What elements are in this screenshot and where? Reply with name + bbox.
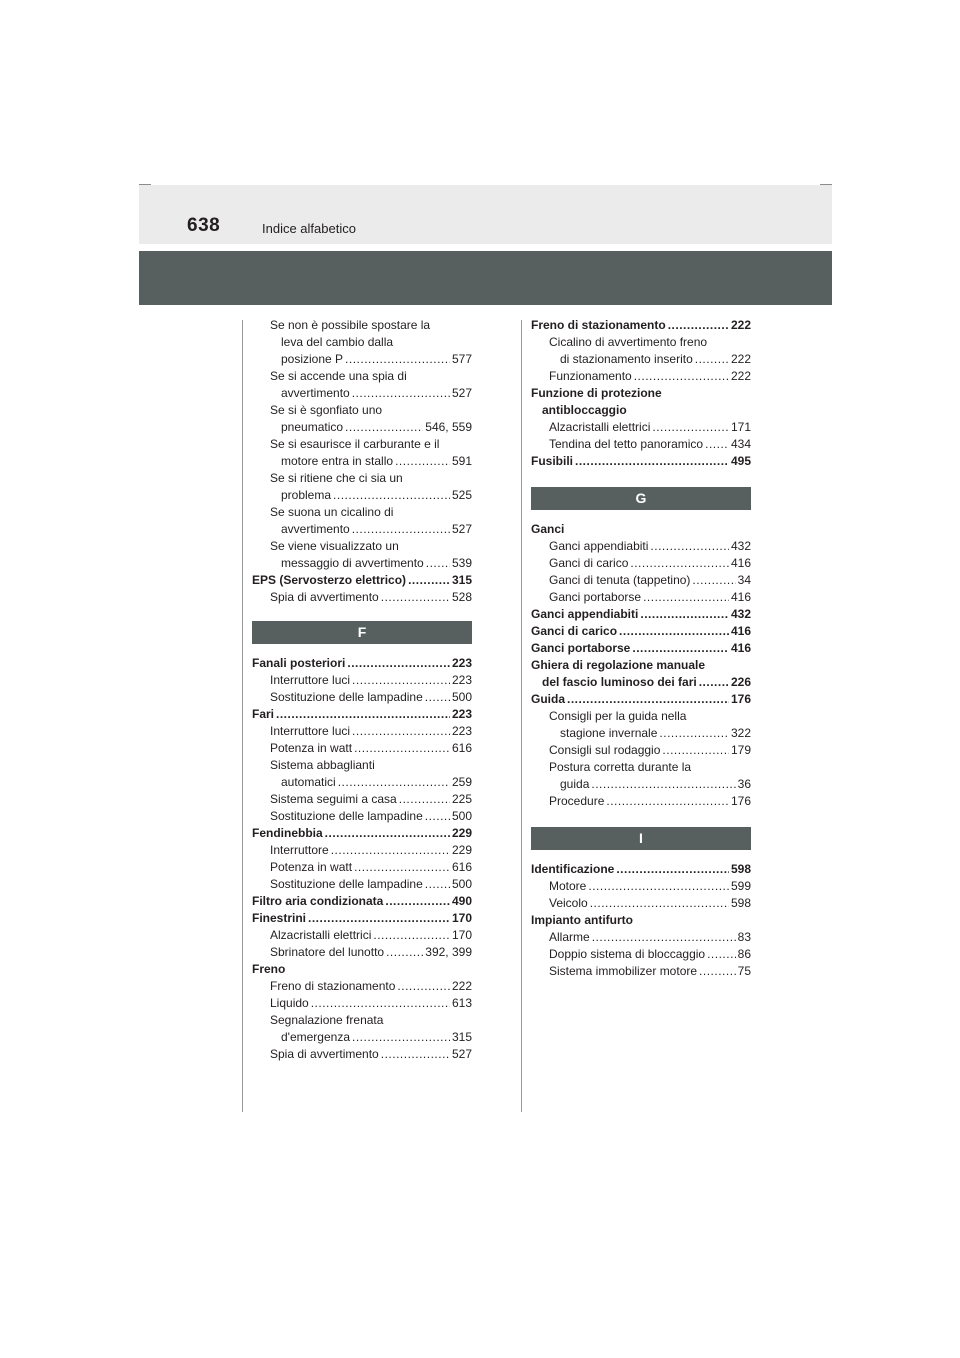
index-entry-page: 83 bbox=[737, 930, 751, 944]
leader-dots bbox=[397, 978, 450, 995]
index-entry bbox=[252, 317, 472, 334]
index-entry-text: EPS (Servosterzo elettrico) bbox=[252, 573, 407, 587]
index-entry-text: Guida bbox=[531, 692, 566, 706]
index-entry bbox=[252, 842, 472, 859]
index-entry-page: 525 bbox=[451, 488, 472, 502]
index-entry-page: 222 bbox=[730, 318, 751, 332]
index-entry-text: Identificazione bbox=[531, 862, 615, 876]
index-entry-text: Interruttore luci bbox=[270, 724, 351, 738]
index-entry-page: 222 bbox=[451, 979, 472, 993]
index-entry bbox=[252, 334, 472, 351]
section-title: Indice alfabetico bbox=[262, 221, 356, 236]
index-entry-text: avvertimento bbox=[281, 522, 350, 536]
index-entry-page: 416 bbox=[730, 590, 751, 604]
index-entry-text: Doppio sistema di bloccaggio bbox=[549, 947, 706, 961]
index-entry bbox=[252, 893, 472, 910]
index-entry-page: 75 bbox=[737, 964, 751, 978]
leader-dots bbox=[425, 876, 450, 893]
index-entry-page: 179 bbox=[730, 743, 751, 757]
index-entry bbox=[252, 1012, 472, 1029]
leader-dots bbox=[634, 368, 729, 385]
index-entry-page: 225 bbox=[451, 792, 472, 806]
index-entry bbox=[531, 572, 751, 589]
index-entry-text: Impianto antifurto bbox=[531, 913, 633, 927]
index-entry-page: 598 bbox=[730, 896, 751, 910]
index-block bbox=[531, 317, 751, 470]
index-entry bbox=[252, 774, 472, 791]
index-entry-text: Consigli per la guida nella bbox=[549, 709, 687, 723]
index-block bbox=[531, 521, 751, 810]
leader-dots bbox=[347, 655, 450, 672]
index-entry bbox=[252, 910, 472, 927]
index-entry bbox=[252, 944, 472, 961]
index-entry-text: Procedure bbox=[549, 794, 605, 808]
index-entry bbox=[531, 623, 751, 640]
index-entry bbox=[252, 368, 472, 385]
leader-dots bbox=[575, 453, 729, 470]
index-entry-page: 577 bbox=[451, 352, 472, 366]
leader-dots bbox=[381, 1046, 450, 1063]
leader-dots bbox=[381, 589, 450, 606]
index-entry bbox=[252, 825, 472, 842]
index-entry bbox=[531, 351, 751, 368]
index-block bbox=[252, 655, 472, 1063]
index-entry bbox=[531, 742, 751, 759]
index-entry-text: Ganci di carico bbox=[549, 556, 629, 570]
index-entry-text: Ganci appendiabiti bbox=[531, 607, 639, 621]
index-entry-text: messaggio di avvertimento bbox=[281, 556, 424, 570]
index-entry-page: 229 bbox=[451, 843, 472, 857]
index-entry bbox=[531, 538, 751, 555]
index-entry bbox=[252, 961, 472, 978]
index-entry-text: Motore bbox=[549, 879, 587, 893]
leader-dots bbox=[354, 859, 450, 876]
index-entry-text: Ghiera di regolazione manuale bbox=[531, 658, 706, 672]
index-entry-text: Se si accende una spia di bbox=[270, 369, 407, 383]
leader-dots bbox=[699, 963, 736, 980]
index-entry-text: Alzacristalli elettrici bbox=[270, 928, 372, 942]
index-entry bbox=[252, 689, 472, 706]
index-entry-page: 616 bbox=[451, 741, 472, 755]
index-entry-text: Freno di stazionamento bbox=[531, 318, 666, 332]
index-entry bbox=[531, 606, 751, 623]
leader-dots bbox=[426, 555, 450, 572]
index-entry-page: 229 bbox=[451, 826, 472, 840]
index-entry bbox=[531, 674, 751, 691]
index-entry bbox=[252, 555, 472, 572]
index-entry-text: Funzione di protezione bbox=[531, 386, 662, 400]
index-entry bbox=[252, 521, 472, 538]
index-entry-page: 416 bbox=[730, 624, 751, 638]
index-entry-text: d'emergenza bbox=[281, 1030, 350, 1044]
index-entry bbox=[252, 927, 472, 944]
leader-dots bbox=[333, 487, 450, 504]
leader-dots bbox=[338, 774, 450, 791]
index-entry bbox=[252, 808, 472, 825]
index-entry bbox=[531, 589, 751, 606]
index-entry-text: Filtro aria condizionata bbox=[252, 894, 384, 908]
corner-tick-right bbox=[820, 184, 832, 185]
index-entry-page: 223 bbox=[451, 673, 472, 687]
index-entry-text: Veicolo bbox=[549, 896, 588, 910]
index-column-left bbox=[252, 317, 472, 1063]
index-block bbox=[531, 861, 751, 980]
leader-dots bbox=[590, 895, 729, 912]
leader-dots bbox=[386, 944, 423, 961]
leader-dots bbox=[345, 351, 450, 368]
index-entry bbox=[252, 419, 472, 436]
index-block bbox=[252, 317, 472, 606]
index-entry-page: 34 bbox=[737, 573, 751, 587]
index-entry bbox=[531, 708, 751, 725]
index-entry-text: Freno di stazionamento bbox=[270, 979, 396, 993]
index-entry-text: Postura corretta durante la bbox=[549, 760, 692, 774]
leader-dots bbox=[325, 825, 450, 842]
letter-heading-g: G bbox=[531, 487, 751, 510]
index-entry bbox=[252, 859, 472, 876]
index-entry bbox=[252, 385, 472, 402]
header-band bbox=[139, 185, 832, 244]
index-entry-page: 322 bbox=[730, 726, 751, 740]
index-entry bbox=[252, 589, 472, 606]
index-entry-text: Sbrinatore del lunotto bbox=[270, 945, 385, 959]
index-entry bbox=[252, 436, 472, 453]
index-entry bbox=[531, 436, 751, 453]
index-entry-text: avvertimento bbox=[281, 386, 350, 400]
index-entry-page: 226 bbox=[730, 675, 751, 689]
index-entry-page: 171 bbox=[730, 420, 751, 434]
index-entry-text: Interruttore bbox=[270, 843, 329, 857]
index-entry-page: 598 bbox=[730, 862, 751, 876]
index-entry-page: 432 bbox=[730, 539, 751, 553]
index-entry bbox=[531, 402, 751, 419]
index-entry bbox=[531, 521, 751, 538]
leader-dots bbox=[668, 317, 729, 334]
index-entry bbox=[531, 691, 751, 708]
index-entry-text: Se si ritiene che ci sia un bbox=[270, 471, 403, 485]
index-entry-text: Sistema immobilizer motore bbox=[549, 964, 698, 978]
index-entry-page: 222 bbox=[730, 352, 751, 366]
index-entry-page: 222 bbox=[730, 369, 751, 383]
leader-dots bbox=[659, 725, 729, 742]
index-entry-text: Interruttore luci bbox=[270, 673, 351, 687]
index-entry-page: 546, 559 bbox=[425, 420, 472, 434]
leader-dots bbox=[652, 419, 729, 436]
leader-dots bbox=[606, 793, 729, 810]
index-column-right bbox=[531, 317, 751, 980]
letter-heading-f: F bbox=[252, 621, 472, 644]
leader-dots bbox=[399, 791, 450, 808]
leader-dots bbox=[616, 861, 729, 878]
index-entry bbox=[531, 368, 751, 385]
index-entry bbox=[252, 470, 472, 487]
index-entry-text: Spia di avvertimento bbox=[270, 590, 379, 604]
index-entry bbox=[531, 878, 751, 895]
leader-dots bbox=[630, 555, 729, 572]
index-entry bbox=[531, 453, 751, 470]
index-entry bbox=[252, 572, 472, 589]
index-entry-text: pneumatico bbox=[281, 420, 344, 434]
index-entry-page: 432 bbox=[730, 607, 751, 621]
index-entry-page: 315 bbox=[451, 573, 472, 587]
leader-dots bbox=[592, 929, 736, 946]
leader-dots bbox=[699, 674, 729, 691]
leader-dots bbox=[640, 606, 729, 623]
index-entry-page: 315 bbox=[451, 1030, 472, 1044]
page-number: 638 bbox=[187, 215, 221, 236]
index-entry-page: 86 bbox=[737, 947, 751, 961]
leader-dots bbox=[662, 742, 729, 759]
index-entry-text: Sostituzione delle lampadine bbox=[270, 877, 423, 891]
index-entry bbox=[252, 538, 472, 555]
index-entry-page: 500 bbox=[451, 809, 472, 823]
index-entry bbox=[252, 706, 472, 723]
index-entry-text: Potenza in watt bbox=[270, 741, 353, 755]
index-entry-page: 527 bbox=[451, 1047, 472, 1061]
index-entry-text: Cicalino di avvertimento freno bbox=[549, 335, 708, 349]
index-entry bbox=[531, 657, 751, 674]
leader-dots bbox=[395, 453, 450, 470]
index-entry-page: 223 bbox=[451, 707, 472, 721]
index-entry bbox=[531, 861, 751, 878]
index-entry bbox=[531, 759, 751, 776]
index-entry-text: Ganci portaborse bbox=[549, 590, 642, 604]
index-entry bbox=[531, 334, 751, 351]
index-entry-page: 176 bbox=[730, 794, 751, 808]
leader-dots bbox=[276, 706, 450, 723]
index-entry bbox=[531, 555, 751, 572]
column-rule-left bbox=[242, 320, 243, 1112]
index-entry bbox=[252, 757, 472, 774]
index-entry-page: 170 bbox=[451, 928, 472, 942]
column-rule-right bbox=[521, 320, 522, 1112]
leader-dots bbox=[385, 893, 450, 910]
leader-dots bbox=[352, 723, 450, 740]
index-entry-text: di stazionamento inserito bbox=[560, 352, 693, 366]
index-entry-page: 259 bbox=[451, 775, 472, 789]
index-entry-text: Spia di avvertimento bbox=[270, 1047, 379, 1061]
index-entry-text: Sostituzione delle lampadine bbox=[270, 690, 423, 704]
index-entry-page: 616 bbox=[451, 860, 472, 874]
index-entry-text: automatici bbox=[281, 775, 336, 789]
leader-dots bbox=[345, 419, 423, 436]
index-entry bbox=[531, 640, 751, 657]
index-entry bbox=[531, 963, 751, 980]
index-entry-text: Sistema seguimi a casa bbox=[270, 792, 397, 806]
index-entry-page: 434 bbox=[730, 437, 751, 451]
index-entry-page: 176 bbox=[730, 692, 751, 706]
letter-heading-i: I bbox=[531, 827, 751, 850]
index-entry bbox=[531, 725, 751, 742]
index-entry-text: Se si è sgonfiato uno bbox=[270, 403, 383, 417]
index-entry-text: Tendina del tetto panoramico bbox=[549, 437, 704, 451]
index-entry-text: Fari bbox=[252, 707, 275, 721]
index-entry bbox=[252, 453, 472, 470]
leader-dots bbox=[408, 572, 450, 589]
leader-dots bbox=[352, 385, 450, 402]
index-entry-page: 223 bbox=[451, 724, 472, 738]
index-entry bbox=[531, 317, 751, 334]
leader-dots bbox=[311, 995, 450, 1012]
index-entry-text: Se non è possibile spostare la bbox=[270, 318, 431, 332]
index-entry bbox=[531, 385, 751, 402]
leader-dots bbox=[352, 521, 450, 538]
index-entry-page: 223 bbox=[451, 656, 472, 670]
index-entry-page: 539 bbox=[451, 556, 472, 570]
corner-tick-left bbox=[139, 184, 151, 185]
leader-dots bbox=[352, 672, 450, 689]
index-entry-text: motore entra in stallo bbox=[281, 454, 394, 468]
index-entry-text: Sostituzione delle lampadine bbox=[270, 809, 423, 823]
index-entry-text: Ganci di carico bbox=[531, 624, 618, 638]
index-entry-text: Ganci di tenuta (tappetino) bbox=[549, 573, 691, 587]
index-entry-page: 591 bbox=[451, 454, 472, 468]
index-entry-text: del fascio luminoso dei fari bbox=[542, 675, 697, 689]
index-entry-text: Allarme bbox=[549, 930, 590, 944]
index-entry-page: 599 bbox=[730, 879, 751, 893]
index-entry-text: Se suona un cicalino di bbox=[270, 505, 394, 519]
leader-dots bbox=[619, 623, 729, 640]
index-entry-page: 416 bbox=[730, 641, 751, 655]
index-entry bbox=[531, 895, 751, 912]
index-entry-text: Fusibili bbox=[531, 454, 573, 468]
index-entry bbox=[252, 351, 472, 368]
index-entry bbox=[531, 793, 751, 810]
index-entry-page: 495 bbox=[730, 454, 751, 468]
index-entry-page: 170 bbox=[451, 911, 472, 925]
index-entry-page: 392, 399 bbox=[425, 945, 472, 959]
index-entry bbox=[252, 791, 472, 808]
index-entry-page: 500 bbox=[451, 877, 472, 891]
leader-dots bbox=[331, 842, 450, 859]
leader-dots bbox=[588, 878, 729, 895]
index-entry-text: Se si esaurisce il carburante e il bbox=[270, 437, 440, 451]
index-entry-text: Consigli sul rodaggio bbox=[549, 743, 661, 757]
index-entry-page: 416 bbox=[730, 556, 751, 570]
index-entry bbox=[531, 929, 751, 946]
index-entry-text: problema bbox=[281, 488, 332, 502]
index-entry-text: guida bbox=[560, 777, 590, 791]
index-entry bbox=[252, 655, 472, 672]
index-entry bbox=[531, 776, 751, 793]
index-entry-text: Alzacristalli elettrici bbox=[549, 420, 651, 434]
leader-dots bbox=[591, 776, 735, 793]
index-entry-page: 528 bbox=[451, 590, 472, 604]
index-entry bbox=[252, 978, 472, 995]
leader-dots bbox=[425, 808, 450, 825]
leader-dots bbox=[632, 640, 729, 657]
index-entry-page: 613 bbox=[451, 996, 472, 1010]
index-entry bbox=[531, 419, 751, 436]
index-entry bbox=[252, 876, 472, 893]
chapter-band bbox=[139, 251, 832, 305]
index-entry-text: Se viene visualizzato un bbox=[270, 539, 399, 553]
index-entry-text: stagione invernale bbox=[560, 726, 658, 740]
index-entry-text: Sistema abbaglianti bbox=[270, 758, 375, 772]
leader-dots bbox=[354, 740, 450, 757]
leader-dots bbox=[567, 691, 729, 708]
index-entry bbox=[252, 504, 472, 521]
index-entry bbox=[252, 1029, 472, 1046]
index-entry-page: 500 bbox=[451, 690, 472, 704]
leader-dots bbox=[705, 436, 729, 453]
index-entry-text: Finestrini bbox=[252, 911, 307, 925]
index-entry-text: Ganci bbox=[531, 522, 565, 536]
leader-dots bbox=[650, 538, 729, 555]
index-entry-text: Funzionamento bbox=[549, 369, 632, 383]
index-entry bbox=[252, 1046, 472, 1063]
index-entry bbox=[252, 740, 472, 757]
index-entry-page: 527 bbox=[451, 386, 472, 400]
index-entry bbox=[252, 672, 472, 689]
leader-dots bbox=[643, 589, 729, 606]
index-entry-page: 490 bbox=[451, 894, 472, 908]
index-entry-text: Fendinebbia bbox=[252, 826, 323, 840]
index-entry-text: antibloccaggio bbox=[542, 403, 627, 417]
index-entry-text: Ganci portaborse bbox=[531, 641, 631, 655]
index-entry bbox=[252, 487, 472, 504]
leader-dots bbox=[425, 689, 450, 706]
index-entry-page: 36 bbox=[737, 777, 751, 791]
index-entry-text: Liquido bbox=[270, 996, 309, 1010]
index-entry-text: Segnalazione frenata bbox=[270, 1013, 384, 1027]
index-entry bbox=[252, 723, 472, 740]
index-entry-text: Freno bbox=[252, 962, 286, 976]
index-entry bbox=[252, 402, 472, 419]
index-entry-text: Fanali posteriori bbox=[252, 656, 346, 670]
leader-dots bbox=[352, 1029, 450, 1046]
index-entry-page: 527 bbox=[451, 522, 472, 536]
leader-dots bbox=[695, 351, 729, 368]
leader-dots bbox=[308, 910, 450, 927]
index-entry bbox=[531, 946, 751, 963]
index-entry-text: posizione P bbox=[281, 352, 344, 366]
leader-dots bbox=[373, 927, 450, 944]
index-entry-text: leva del cambio dalla bbox=[281, 335, 394, 349]
index-entry bbox=[252, 995, 472, 1012]
leader-dots bbox=[692, 572, 735, 589]
index-entry bbox=[531, 912, 751, 929]
index-entry-text: Potenza in watt bbox=[270, 860, 353, 874]
index-entry-text: Ganci appendiabiti bbox=[549, 539, 649, 553]
leader-dots bbox=[707, 946, 736, 963]
